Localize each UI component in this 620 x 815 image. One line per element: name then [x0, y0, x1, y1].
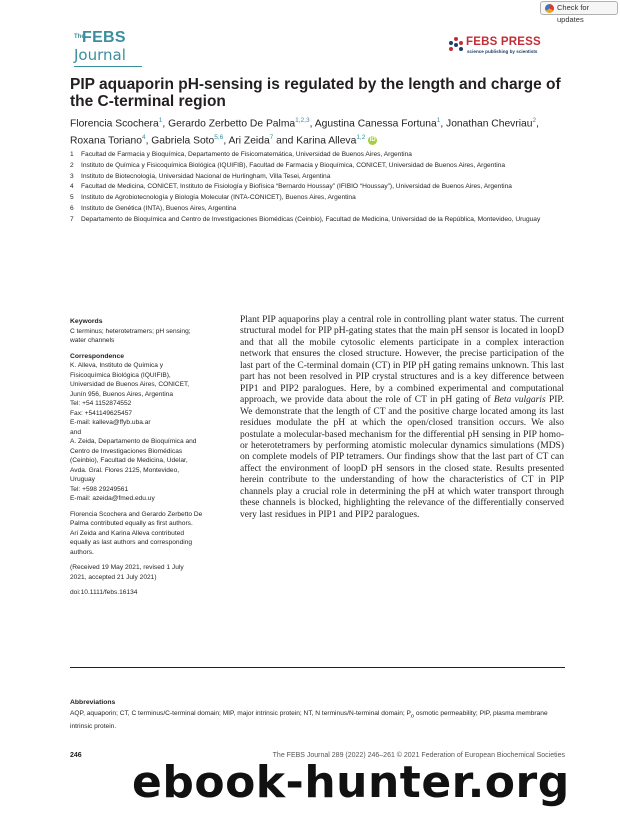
correspondence-line: Fax: +541149625457 [70, 409, 133, 417]
author-name: Karina Alleva [296, 135, 357, 147]
section-divider [70, 667, 565, 668]
logo-underline [74, 66, 142, 67]
logo-febs: FEBS [82, 29, 126, 46]
author-name: Gerardo Zerbetto De Palma [168, 118, 296, 130]
article-title: PIP aquaporin pH-sensing is regulated by the length and charge of the C-terminal region [70, 76, 561, 110]
abstract-species: Beta vulgaris [493, 395, 546, 406]
author-name: Florencia Scochera [70, 118, 159, 130]
author-affiliation-ref: 4 [141, 133, 146, 141]
keywords-heading: Keywords [70, 318, 103, 325]
correspondence-heading: Correspondence [70, 352, 125, 360]
correspondence-line: Universidad de Buenos Aires, CONICET, [70, 381, 190, 388]
equal-contribution-line: authors. [70, 548, 94, 556]
author-list: Florencia Scochera$^1$, Gerardo Zerbetto De Palma$^{1,2,3}$, Agustina Canessa Fortuna$^1$, Jonathan Chevriau$^2$, Roxana Toriano$^4$, Gabriela Soto$^{5,6}$, Ari Zeida$^7$ and Karina Alleva$^{1,2}$ iD [70, 117, 539, 147]
equal-contribution-line: Ari Zeida and Karina Alleva contributed [70, 529, 184, 537]
doi-block [70, 588, 228, 598]
abstract-text-1: Plant PIP aquaporins play a central role in controlling plant water status. The current structural model for PIP pH-gating states that the main pH sensor is located in loopD and that all the mobile cytosolic elements participate in a complex interaction network that ensures the closed structure. However, the precise participation of the last part of the C-terminal domain (CT) in PIP pH gating remains unknown. This last part has not been resolved in PIP crystal structures and is a key difference between PIP1 and PIP2 paralogues. Here, by a combined experimental and computational approach, we provide data about the role of CT in pH gating of [240, 315, 564, 406]
keyword-line: water channels [70, 337, 115, 344]
crossmark-icon [545, 4, 554, 13]
author-name: Roxana Toriano [70, 135, 142, 147]
correspondence-line: A. Zeida, Departamento de Bioquímica and [70, 438, 197, 445]
logo-the: The [74, 34, 85, 40]
abstract-text-2: PIP. We demonstrate that the length of CT and the positive charge located among its last residues modulate the pH at which the open/closed transition occurs. We also postulate a molecular-based mechanism for the differential pH sensing in PIP homo- or heterotetramers by performing atomistic molecular dynamics simulations (MDS) on complete models of PIP tetramers. Our findings show that the last part of CT can affect the environment of loopD pH sensors in the closed state. Results presented herein contribute to the understanding of how the characteristics of CT in PIP channels play a crucial role in determining the pH at which water transport through these channels is blocked, highlighting the relevance of the differentially conserved very last residues in PIP1 and PIP2 paralogues. [240, 395, 564, 520]
author-affiliation-ref: 1,2 [356, 133, 366, 141]
correspondence-line[interactable]: E-mail: kalleva@ffyb.uba.ar [70, 419, 151, 426]
affiliation-item: 1 Facultad de Farmacia y Bioquímica, Departamento de Fisicomatemática, Universidad de Buenos Aires, Argentina [70, 151, 412, 158]
affiliation-item: 7 Departamento de Bioquímica and Centro de Investigaciones Biomédicas (Ceinbio), Facultad de Medicina, Universidad de la República, Montevideo, Uruguay [70, 215, 541, 223]
author-affiliation-ref: 1,2,3 [295, 117, 310, 124]
correspondence-line: Tel: +54 1152874552 [70, 400, 132, 407]
febs-journal-logo [74, 29, 154, 70]
author-affiliation-ref: 5,6 [214, 133, 224, 141]
logo-journal: Journal [74, 46, 126, 64]
correspondence-line: Tel: +598 29249561 [70, 485, 129, 493]
correspondence-line: Junín 956, Buenos Aires, Argentina [70, 390, 174, 398]
abstract [240, 315, 564, 521]
febs-press-logo [448, 35, 558, 57]
doi-link[interactable]: doi:10.1111/febs.16134 [70, 589, 138, 596]
keyword-line: C terminus; heterotetramers; pH sensing; [70, 327, 191, 335]
watermark: ebook-hunter.org [132, 757, 570, 808]
abbreviations-text: AQP, aquaporin; CT, C terminus/C-terminal domain; MIP, major intrinsic protein; NT, N terminus/N-terminal domain; $P_o$ osmotic permeability; PIP, plasma membrane intrinsic protein. [70, 709, 548, 730]
correspondence-line: and [70, 428, 82, 436]
author-affiliation-ref: 2 [532, 117, 537, 124]
equal-contribution-line: Palma contributed equally as first authors. [70, 520, 193, 527]
author-affiliation-ref: 1 [436, 117, 441, 124]
affiliation-list [70, 150, 570, 226]
author-affiliation-ref: 7 [269, 133, 274, 141]
correspondence-line: (Ceinbio), Facultad de Medicina, Udelar, [70, 457, 188, 464]
correspondence-block [70, 352, 228, 504]
author-name: Jonathan Chevriau [446, 118, 533, 130]
author-affiliation-ref: 1 [158, 117, 163, 124]
abbreviations [70, 698, 565, 731]
febs-press-dots-icon [448, 37, 464, 53]
author-name: Agustina Canessa Fortuna [314, 118, 437, 130]
keywords-block [70, 317, 228, 346]
article-sidebar [70, 317, 228, 604]
affiliation-item: 3 Instituto de Biotecnología, Universidad Nacional de Hurlingham, Villa Tesei, Argentina [70, 172, 331, 180]
page-number: 246 [70, 752, 82, 759]
author-name: Gabriela Soto [151, 135, 215, 147]
received-dates [70, 563, 228, 582]
orcid-icon[interactable]: iD [369, 137, 376, 144]
affiliation-item: 5 Instituto de Agrobiotecnología y Biología Molecular (INTA-CONICET), Buenos Aires, Argentina [70, 194, 356, 202]
equal-contribution-note [70, 510, 228, 558]
affiliation-item: 2 Instituto de Química y Fisicoquímica Biológica (IQUIFIB), Facultad de Farmacia y Bioquímica, CONICET, Universidad de Buenos Aires, Argentina [70, 161, 506, 169]
running-head: The FEBS Journal 289 (2022) 246–261 © 2021 Federation of European Biochemical Societies [272, 752, 565, 759]
febs-press-name: FEBS PRESS [466, 36, 541, 48]
date-line: 2021, accepted 21 July 2021) [70, 573, 157, 581]
correspondence-line: K. Alleva, Instituto de Química y [70, 362, 164, 369]
correspondence-line[interactable]: E-mail: azeida@fmed.edu.uy [70, 495, 155, 502]
equal-contribution-line: Florencia Scochera and Gerardo Zerbetto De [70, 510, 203, 518]
febs-press-tagline: science publishing by scientists [467, 49, 538, 54]
correspondence-line: Fisicoquímica Biológica (IQUIFIB), [70, 371, 171, 379]
correspondence-line: Uruguay [70, 476, 95, 483]
date-line: (Received 19 May 2021, revised 1 July [70, 564, 184, 571]
affiliation-item: 4 Facultad de Medicina, CONICET, Instituto de Fisiología y Biofísica “Bernardo Houssay” (IFIBIO “Houssay”), Universidad de Buenos Aires, Argentina [70, 183, 512, 191]
author-name: Ari Zeida [228, 135, 270, 147]
affiliation-item: 6 Instituto de Genética (INTA), Buenos Aires, Argentina [70, 204, 237, 212]
correspondence-line: Centro de Investigaciones Biomédicas [70, 447, 183, 455]
abbreviations-heading: Abbreviations [70, 699, 116, 706]
check-for-updates-label: Check for updates [557, 3, 590, 24]
equal-contribution-line: equally as last authors and corresponding [70, 539, 193, 546]
check-for-updates-button[interactable] [540, 1, 618, 24]
correspondence-line: Avda. Gral. Flores 2125, Montevideo, [70, 466, 180, 474]
